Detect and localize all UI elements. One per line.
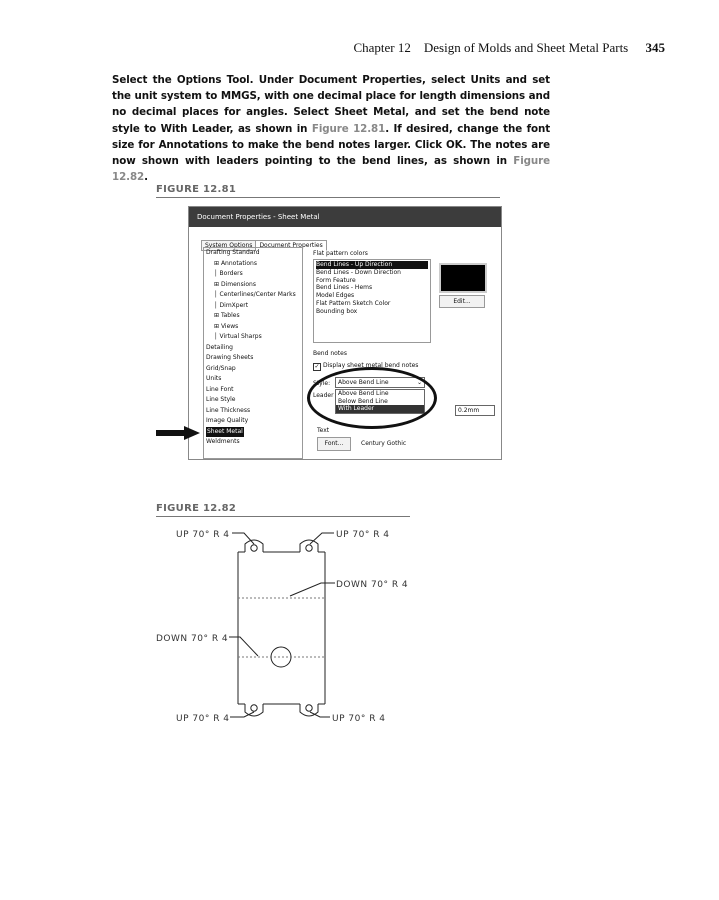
tree-item-dimxpert[interactable]: │ DimXpert <box>214 301 249 309</box>
dialog-tabs <box>201 232 326 249</box>
body-part-3: . <box>144 171 148 184</box>
tree-item-units[interactable]: Units <box>206 375 222 382</box>
option-above[interactable]: Above Bend Line <box>338 390 389 397</box>
tree-item-grid-snap[interactable]: Grid/Snap <box>206 364 236 372</box>
tab-top-right <box>300 540 318 552</box>
tree-item-annotations[interactable]: ⊞ Annotations <box>214 259 257 267</box>
color-item-hems[interactable]: Bend Lines - Hems <box>316 284 373 292</box>
tree-item-label: Tables <box>220 312 240 319</box>
flat-pattern-drawing <box>150 522 410 728</box>
note-top-right: UP 70° R 4 <box>336 530 390 540</box>
tree-item-label: DimXpert <box>219 301 249 309</box>
tree-item-drafting-standard[interactable]: Drafting Standard <box>206 249 260 256</box>
tree-item-tables[interactable]: ⊞ Tables <box>214 312 240 319</box>
tab-document-properties[interactable]: Document Properties <box>255 240 326 251</box>
tree-item-borders[interactable]: │ Borders <box>214 270 243 277</box>
tree-item-sheet-metal[interactable] <box>206 427 302 438</box>
note-top-left: UP 70° R 4 <box>176 530 230 540</box>
chapter-label: Chapter 12 <box>353 40 411 55</box>
color-item-bbox[interactable]: Bounding box <box>316 307 358 315</box>
display-label: Display sheet metal bend notes <box>323 362 419 369</box>
tree-item-line-thickness[interactable]: Line Thickness <box>206 406 251 414</box>
tree-item-line-style[interactable]: Line Style <box>206 396 236 403</box>
tab-system-options[interactable]: System Options <box>201 240 256 251</box>
leader-top-left <box>232 533 254 544</box>
tree-item-line-font[interactable]: Line Font <box>206 385 234 393</box>
leader-down-right <box>290 583 335 596</box>
tree-item-drawing-sheets[interactable]: Drawing Sheets <box>206 354 254 361</box>
color-item-up[interactable]: Bend Lines - Up Direction <box>316 261 428 269</box>
page-number: 345 <box>645 40 665 55</box>
style-select-value: Above Bend Line <box>338 379 389 386</box>
chevron-down-icon: ⌄ <box>416 379 422 386</box>
body-part-1: Select the Options Tool. Under Document Properties, select Units and set the unit system to MMGS, with one decimal place for length dimensions and no decimal places for angles. Select Sheet Metal, and set the bend note style to With Leader, as shown in <box>112 74 550 135</box>
options-tree <box>203 247 303 459</box>
tree-item-dimensions[interactable]: ⊞ Dimensions <box>214 280 256 288</box>
figure-1-rule <box>156 197 500 198</box>
color-item-edges[interactable]: Model Edges <box>316 292 355 300</box>
figure-2-caption: FIGURE 12.82 <box>156 503 237 514</box>
tree-item-label: Views <box>220 322 239 330</box>
tree-item-label: Centerlines/Center Marks <box>219 291 296 298</box>
chapter-title: Design of Molds and Sheet Metal Parts <box>423 40 629 55</box>
leader-top-right <box>310 533 334 544</box>
leader-label: Leader <box>313 392 334 399</box>
tab-top-left <box>245 540 263 552</box>
hole-bl <box>251 705 257 711</box>
hole-tr <box>306 545 312 551</box>
thickness-value: 0.2mm <box>458 407 480 414</box>
text-label: Text <box>317 427 330 434</box>
leader-bottom-left <box>230 712 254 717</box>
font-name: Century Gothic <box>361 440 407 447</box>
option-below[interactable]: Below Bend Line <box>338 397 388 405</box>
leader-down-left <box>229 637 258 656</box>
tree-item-label: Dimensions <box>220 280 256 288</box>
highlight-ellipse <box>307 367 437 429</box>
tree-item-weldments[interactable]: Weldments <box>206 438 240 445</box>
tree-item-virtual-sharps[interactable]: │ Virtual Sharps <box>214 333 262 340</box>
dialog-title: Document Properties - Sheet Metal <box>189 207 501 227</box>
note-down-left: DOWN 70° R 4 <box>156 634 229 644</box>
leader-bottom-right <box>310 712 330 717</box>
note-bottom-left: UP 70° R 4 <box>176 714 230 724</box>
color-list <box>313 259 431 343</box>
tree-item-image-quality[interactable]: Image Quality <box>206 417 249 424</box>
body-paragraph <box>112 72 550 185</box>
color-swatch <box>439 263 487 293</box>
color-item-down[interactable]: Bend Lines - Down Direction <box>316 268 401 276</box>
document-properties-dialog <box>188 206 502 460</box>
edit-button[interactable]: Edit... <box>439 295 485 308</box>
option-with-leader[interactable]: With Leader <box>336 405 424 413</box>
style-label: Style: <box>313 380 331 387</box>
figure-ref-2[interactable]: Figure 12.82 <box>112 155 550 184</box>
tree-item-centerlines[interactable]: │ Centerlines/Center Marks <box>214 291 296 298</box>
font-button[interactable]: Font... <box>317 437 351 451</box>
tree-item-detailing[interactable]: Detailing <box>206 343 233 351</box>
display-checkbox[interactable]: ✓ <box>314 363 320 370</box>
body-part-2: . If desired, change the font size for Annotations to make the bend notes larger. Click OK. The notes are now shown with leaders pointing to the bend lines, as shown in <box>112 122 551 168</box>
tree-item-label: Borders <box>219 270 243 277</box>
pointer-arrow-icon <box>156 426 200 440</box>
tree-item-label: Annotations <box>220 259 257 267</box>
hole-br <box>306 705 312 711</box>
bend-notes-label: Bend notes <box>313 350 347 357</box>
thickness-select[interactable] <box>455 405 495 416</box>
tree-item-label: Virtual Sharps <box>219 333 262 340</box>
figure-2-rule <box>156 516 410 517</box>
running-header <box>353 40 665 56</box>
note-bottom-right: UP 70° R 4 <box>332 714 386 724</box>
color-item-form[interactable]: Form Feature <box>316 276 356 284</box>
hole-tl <box>251 545 257 551</box>
figure-1-caption: FIGURE 12.81 <box>156 184 237 195</box>
note-down-right: DOWN 70° R 4 <box>336 580 409 590</box>
flat-pattern-label: Flat pattern colors <box>313 250 368 257</box>
figure-ref-1[interactable]: Figure 12.81 <box>311 122 386 135</box>
tab-bottom-left <box>245 704 263 716</box>
tree-item-label: Sheet Metal <box>206 427 244 438</box>
tree-item-views[interactable]: ⊞ Views <box>214 322 239 330</box>
color-item-sketch[interactable]: Flat Pattern Sketch Color <box>316 299 391 307</box>
